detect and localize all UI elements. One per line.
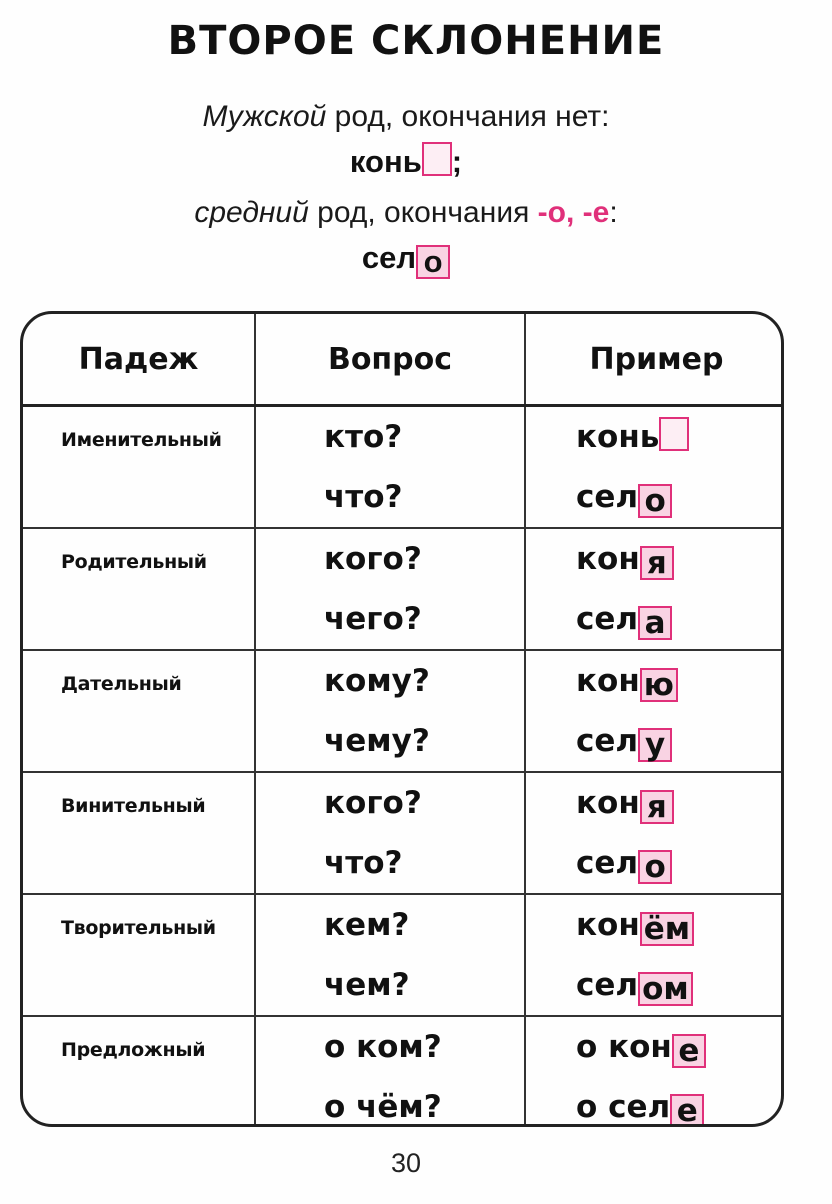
ending-box: ём: [640, 912, 694, 946]
example: [576, 589, 784, 649]
questions: [255, 650, 525, 772]
ending-box: а: [638, 606, 672, 640]
example-stem: сел: [361, 240, 417, 275]
ending-box: у: [638, 728, 672, 762]
ending-box: [659, 417, 689, 451]
example-stem: кон: [576, 541, 640, 577]
ending-box: о: [638, 850, 672, 884]
example: [576, 711, 784, 771]
header-question: Вопрос: [255, 314, 525, 406]
example-stem: сел: [576, 845, 639, 881]
example-stem: кон: [576, 907, 640, 943]
example-stem: кон: [576, 663, 640, 699]
example-stem: сел: [576, 479, 639, 515]
table-header-row: [23, 314, 784, 406]
examples: [525, 894, 784, 1016]
example: [576, 651, 784, 711]
case-name: Предложный: [23, 1016, 255, 1127]
example-stem: сел: [576, 967, 639, 1003]
example-stem: о кон: [576, 1029, 672, 1065]
examples: [525, 528, 784, 650]
example-stem: сел: [576, 723, 639, 759]
question: чему?: [324, 723, 430, 759]
case-name: Творительный: [23, 894, 255, 1016]
ending-box: е: [672, 1034, 706, 1068]
case-name: Именительный: [23, 406, 255, 529]
examples: [525, 650, 784, 772]
neuter-text: род, окончания: [308, 196, 538, 229]
example: [576, 833, 784, 893]
questions: [255, 1016, 525, 1127]
question: кому?: [324, 663, 430, 699]
example: [576, 895, 784, 955]
example: [576, 529, 784, 589]
header-example: Пример: [525, 314, 784, 406]
masculine-text: род, окончания нет:: [326, 100, 610, 133]
example-stem: кон: [576, 785, 640, 821]
example-stem: о сел: [576, 1089, 671, 1125]
table-row: [23, 894, 784, 1016]
example: [576, 407, 784, 467]
masculine-rule: [0, 100, 812, 134]
case-name: Дательный: [23, 650, 255, 772]
question: чего?: [324, 601, 422, 637]
case-name: Винительный: [23, 772, 255, 894]
questions: [255, 528, 525, 650]
table-row: [23, 772, 784, 894]
example-stem: сел: [576, 601, 639, 637]
question: что?: [324, 479, 403, 515]
masculine-label: Мужской: [202, 100, 327, 133]
question: о чём?: [324, 1089, 442, 1125]
table-row: [23, 650, 784, 772]
ending-box: я: [640, 546, 674, 580]
ending-box: ом: [638, 972, 693, 1006]
question: о ком?: [324, 1029, 442, 1065]
question: кого?: [324, 541, 422, 577]
example: [576, 773, 784, 833]
masculine-example: [0, 142, 812, 180]
neuter-colon: :: [609, 196, 618, 229]
table-row: [23, 528, 784, 650]
examples: [525, 406, 784, 529]
neuter-label: средний: [194, 196, 309, 229]
example: [576, 467, 784, 527]
example-stem: конь: [349, 144, 422, 179]
examples: [525, 1016, 784, 1127]
example-punct: ;: [451, 144, 463, 179]
header-case: Падеж: [23, 314, 255, 406]
case-name: Родительный: [23, 528, 255, 650]
ending-box: я: [640, 790, 674, 824]
table-row: [23, 1016, 784, 1127]
ending-box: е: [670, 1094, 704, 1127]
ending-box: [422, 142, 452, 176]
question: что?: [324, 845, 403, 881]
question: кого?: [324, 785, 422, 821]
ending-box: о: [416, 245, 450, 279]
question: чем?: [324, 967, 410, 1003]
example: [576, 955, 784, 1015]
neuter-rule: [0, 196, 812, 230]
example: [576, 1017, 784, 1077]
questions: [255, 894, 525, 1016]
ending-box: ю: [640, 668, 678, 702]
ending-box: о: [638, 484, 672, 518]
example-stem: конь: [576, 419, 660, 455]
example: [576, 1077, 784, 1127]
questions: [255, 772, 525, 894]
neuter-example: [0, 240, 812, 279]
page-number: 30: [390, 1148, 422, 1178]
question: кто?: [324, 419, 403, 455]
question: кем?: [324, 907, 410, 943]
questions: [255, 406, 525, 529]
table-row: [23, 406, 784, 529]
declension-table: [20, 311, 784, 1127]
examples: [525, 772, 784, 894]
page-title: ВТОРОЕ СКЛОНЕНИЕ: [167, 18, 665, 64]
neuter-endings: -о, -е: [537, 196, 610, 229]
